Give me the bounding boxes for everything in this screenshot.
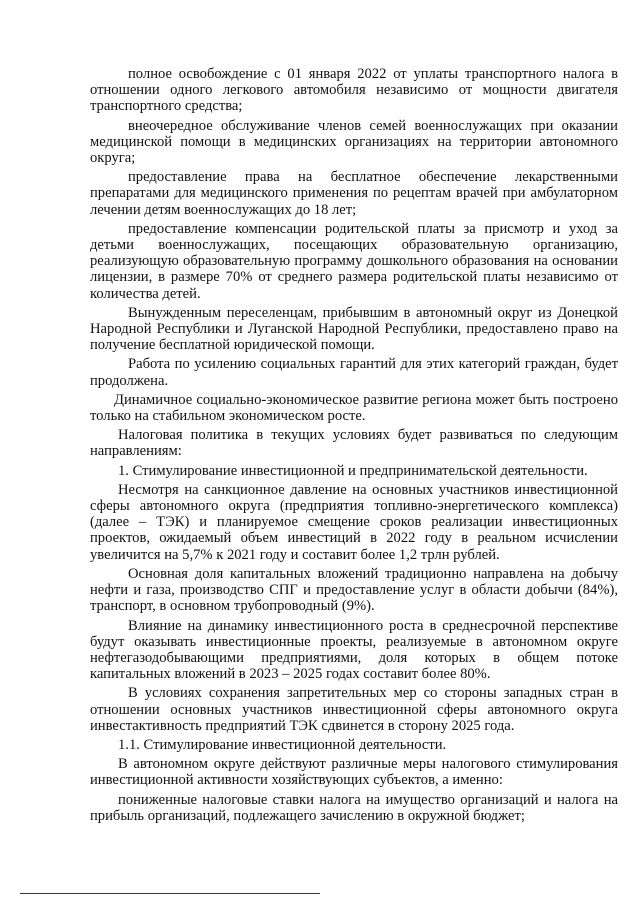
paragraph-economic-growth: Динамичное социально-экономическое развитие региона может быть построено только на стабильном экономическом росте. (90, 391, 618, 425)
footnote-divider (20, 893, 320, 894)
paragraph-capital-investments: Основная доля капитальных вложений традиционно направлена на добычу нефти и газа, производство СПГ и предоставление услуг в области добычи (84%), транспорт, в основном трубопроводный (9%). (90, 565, 618, 615)
paragraph-parental-fee: предоставление компенсации родительской платы за присмотр и уход за детьми военнослужащих, посещающих образовательную организацию, реализующую образовательную программу дошкольного образования на основании лицензии, в размере 70% от среднего размера родительской платы независимо от количества детей. (90, 220, 618, 302)
paragraph-tax-policy: Налоговая политика в текущих условиях будет развиваться по следующим направлениям: (90, 427, 618, 460)
heading-investment-stimulation: 1. Стимулирование инвестиционной и предпринимательской деятельности. (118, 462, 588, 479)
paragraph-investment-dynamics: Влияние на динамику инвестиционного роста в среднесрочной перспективе будут оказывать инвестиционные проекты, реализуемые в автономном округе нефтегазодобывающими предприятиями, доля которых в общем потоке капитальных вложений в 2023 – 2025 годах составит более 80%. (90, 617, 618, 683)
paragraph-restrictive-measures: В условиях сохранения запретительных мер со стороны западных стран в отношении основных участников инвестиционной сферы автономного округа инвестактивность предприятий ТЭК сдвинется в сторону 2025 года. (90, 685, 618, 734)
paragraph-transport-tax: полное освобождение с 01 января 2022 от уплаты транспортного налога в отношении одного легкового автомобиля независимо от мощности двигателя транспортного средства; (90, 66, 618, 115)
paragraph-free-medicines: предоставление права на бесплатное обеспечение лекарственными препаратами для медицинского применения по рецептам врачей при амбулаторном лечении детям военнослужащих до 18 лет; (90, 169, 618, 218)
paragraph-social-guarantees: Работа по усилению социальных гарантий для этих категорий граждан, будет продолжена. (90, 356, 618, 389)
paragraph-resettlers: Вынужденным переселенцам, прибывшим в автономный округ из Донецкой Народной Республики и Луганской Народной Республики, предоставлено право на получение бесплатной юридической помощи. (90, 304, 618, 354)
paragraph-reduced-tax-rates: пониженные налоговые ставки налога на имущество организаций и налога на прибыль организаций, подлежащего зачислению в окружной бюджет; (90, 791, 618, 824)
paragraph-medical-service: внеочередное обслуживание членов семей военнослужащих при оказании медицинской помощи в медицинских организациях на территории автономного округа; (90, 117, 618, 167)
heading-investment-activity: 1.1. Стимулирование инвестиционной деятельности. (118, 736, 447, 753)
document-page (90, 66, 618, 827)
paragraph-sanctions: Несмотря на санкционное давление на основных участников инвестиционной сферы автономного округа (предприятия топливно-энергетического комплекса) (далее – ТЭК) и планируемое смещение сроков реализации инвестиционных проектов, ожидаемый объем инвестиций в 2022 году в реальном исчислении увеличится на 5,7% к 2021 году и составит более 1,2 трлн рублей. (90, 481, 618, 563)
paragraph-tax-incentives: В автономном округе действуют различные меры налогового стимулирования инвестиционной активности хозяйствующих субъектов, а именно: (90, 756, 618, 789)
